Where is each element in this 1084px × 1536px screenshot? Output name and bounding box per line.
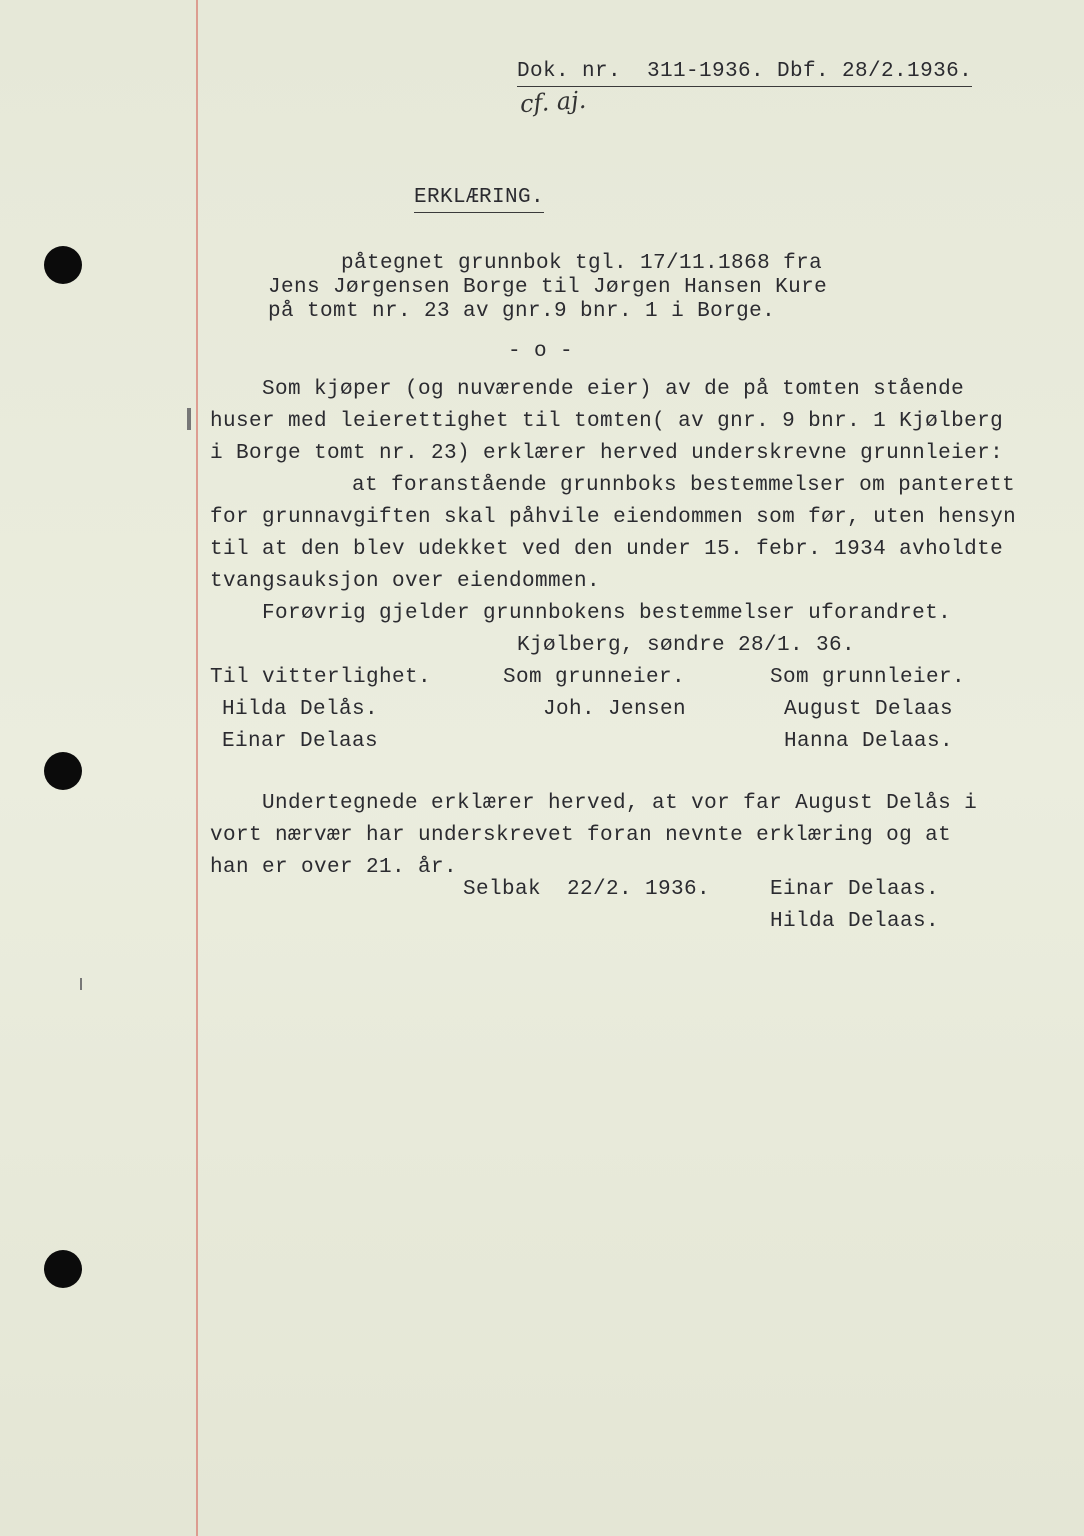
owner-label: Som grunneier. (503, 666, 686, 689)
place-date: Kjølberg, søndre 28/1. 36. (517, 634, 856, 657)
declaration-line: vort nærvær har underskrevet foran nevnte erklæring og at (210, 824, 952, 847)
lessee-name: August Delaas (784, 698, 954, 721)
margin-mark (187, 408, 191, 430)
handwritten-note: cf. aj. (519, 85, 588, 119)
body-line: at foranstående grunnboks bestemmelser om panterett (352, 474, 1016, 497)
final-place-date: Selbak 22/2. 1936. (463, 878, 711, 901)
body-line: for grunnavgiften skal påhvile eiendommen som før, uten hensyn (210, 506, 1017, 529)
punch-hole-top (44, 246, 82, 284)
declaration-line: Undertegnede erklærer herved, at vor far August Delås i (262, 792, 978, 815)
document-reference: Dok. nr. 311-1936. Dbf. 28/2.1936. (517, 60, 972, 87)
body-line: til at den blev udekket ved den under 15. febr. 1934 avholdte (210, 538, 1004, 561)
witness-name: Einar Delaas (222, 730, 379, 753)
body-line: i Borge tomt nr. 23) erklærer herved underskrevne grunnleier: (210, 442, 1004, 465)
body-line: Som kjøper (og nuværende eier) av de på tomten stående (262, 378, 965, 401)
punch-hole-bottom (44, 1250, 82, 1288)
final-signer: Einar Delaas. (770, 878, 940, 901)
separator: - o - (508, 340, 574, 363)
final-signer: Hilda Delaas. (770, 910, 940, 933)
stray-mark (80, 978, 82, 990)
body-line: tvangsauksjon over eiendommen. (210, 570, 601, 593)
body-line: huser med leierettighet til tomten( av gnr. 9 bnr. 1 Kjølberg (210, 410, 1004, 433)
witness-label: Til vitterlighet. (210, 666, 432, 689)
lessee-label: Som grunnleier. (770, 666, 966, 689)
owner-name: Joh. Jensen (543, 698, 687, 721)
witness-name: Hilda Delås. (222, 698, 379, 721)
lessee-name: Hanna Delaas. (784, 730, 954, 753)
declaration-line: han er over 21. år. (210, 856, 458, 879)
subtitle-line: på tomt nr. 23 av gnr.9 bnr. 1 i Borge. (268, 300, 776, 323)
body-line: Forøvrig gjelder grunnbokens bestemmelser uforandret. (262, 602, 952, 625)
margin-line (196, 0, 198, 1536)
document-title: ERKLÆRING. (414, 186, 544, 213)
subtitle-line: Jens Jørgensen Borge til Jørgen Hansen Kure (268, 276, 828, 299)
punch-hole-middle (44, 752, 82, 790)
subtitle-line: påtegnet grunnbok tgl. 17/11.1868 fra (341, 252, 823, 275)
